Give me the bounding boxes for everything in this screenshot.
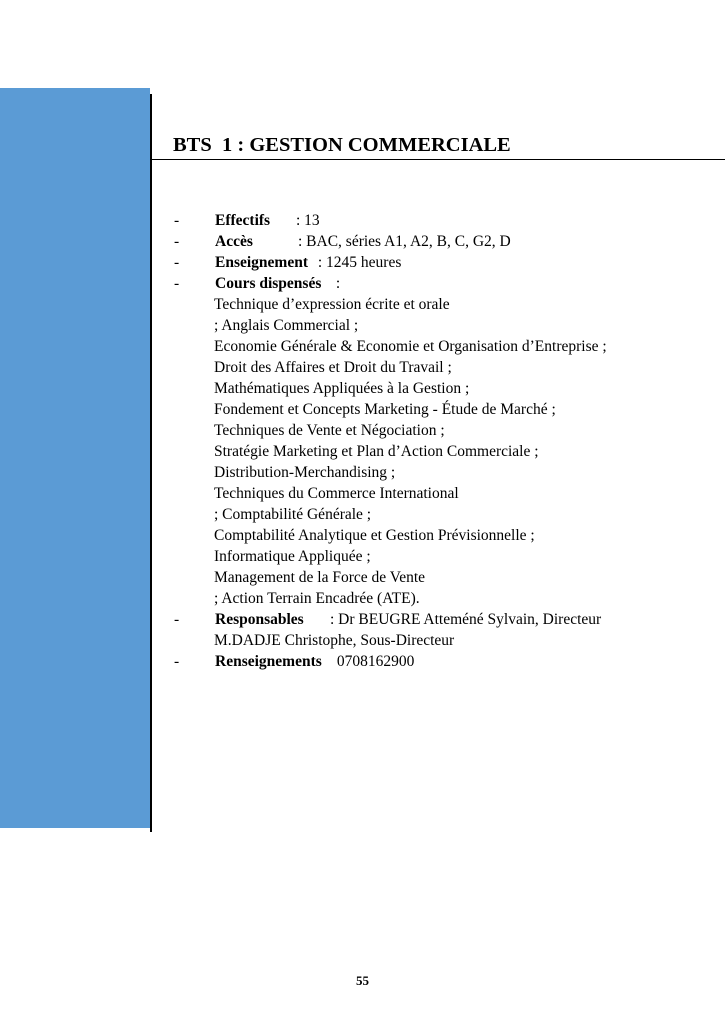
bullet-dash: - xyxy=(174,212,180,229)
bullet-dash: - xyxy=(174,275,180,292)
effectifs-label: Effectifs xyxy=(215,212,271,229)
bullet-dash: - xyxy=(174,653,180,670)
course-line xyxy=(0,399,725,420)
course-line xyxy=(0,546,725,567)
acces-value: : BAC, séries A1, A2, B, C, G2, D xyxy=(298,233,511,250)
page-title: BTS 1 : GESTION COMMERCIALE xyxy=(173,134,511,156)
course-line xyxy=(0,315,725,336)
program-details xyxy=(0,210,725,672)
course-text: ; Comptabilité Générale ; xyxy=(214,506,372,523)
cours-row xyxy=(0,273,725,294)
course-line xyxy=(0,294,725,315)
course-text: ; Action Terrain Encadrée (ATE). xyxy=(214,590,420,607)
acces-row xyxy=(0,231,725,252)
responsables-label: Responsables xyxy=(215,611,304,628)
course-line xyxy=(0,588,725,609)
renseignements-row xyxy=(0,651,725,672)
course-text: Distribution-Merchandising ; xyxy=(214,464,396,481)
bullet-dash: - xyxy=(174,611,180,628)
course-text: Droit des Affaires et Droit du Travail ; xyxy=(214,359,452,376)
course-text: Economie Générale & Economie et Organisation d’Entreprise ; xyxy=(214,338,607,355)
course-line xyxy=(0,420,725,441)
responsables-value: : Dr BEUGRE Atteméné Sylvain, Directeur xyxy=(330,611,602,628)
acces-label: Accès xyxy=(215,233,253,250)
course-text: Comptabilité Analytique et Gestion Prévisionnelle ; xyxy=(214,527,535,544)
renseignements-value: 0708162900 xyxy=(333,653,415,670)
cours-label: Cours dispensés xyxy=(215,275,322,292)
bullet-dash: - xyxy=(174,254,180,271)
course-line xyxy=(0,441,725,462)
effectifs-row xyxy=(0,210,725,231)
course-text: Technique d’expression écrite et orale xyxy=(214,296,450,313)
responsables-second-line: M.DADJE Christophe, Sous-Directeur xyxy=(214,632,455,649)
cours-value: : xyxy=(332,275,341,292)
course-text: Techniques de Vente et Négociation ; xyxy=(214,422,445,439)
course-text: Informatique Appliquée ; xyxy=(214,548,371,565)
course-line xyxy=(0,504,725,525)
course-line xyxy=(0,378,725,399)
enseignement-label: Enseignement xyxy=(215,254,308,271)
title-underline-rule xyxy=(152,159,725,160)
renseignements-label: Renseignements xyxy=(215,653,322,670)
bullet-dash: - xyxy=(174,233,180,250)
enseignement-row xyxy=(0,252,725,273)
course-line xyxy=(0,462,725,483)
course-text: ; Anglais Commercial ; xyxy=(214,317,359,334)
course-line xyxy=(0,336,725,357)
course-text: Techniques du Commerce International xyxy=(214,485,459,502)
enseignement-value: : 1245 heures xyxy=(314,254,402,271)
course-line xyxy=(0,525,725,546)
effectifs-value: : 13 xyxy=(296,212,320,229)
course-text: Management de la Force de Vente xyxy=(214,569,426,586)
course-line xyxy=(0,483,725,504)
course-text: Fondement et Concepts Marketing - Étude de Marché ; xyxy=(214,401,556,418)
responsables-row xyxy=(0,609,725,630)
course-text: Stratégie Marketing et Plan d’Action Commerciale ; xyxy=(214,443,539,460)
page-number: 55 xyxy=(356,973,369,988)
responsables-continuation-row xyxy=(0,630,725,651)
course-line xyxy=(0,567,725,588)
course-text: Mathématiques Appliquées à la Gestion ; xyxy=(214,380,470,397)
course-line xyxy=(0,357,725,378)
